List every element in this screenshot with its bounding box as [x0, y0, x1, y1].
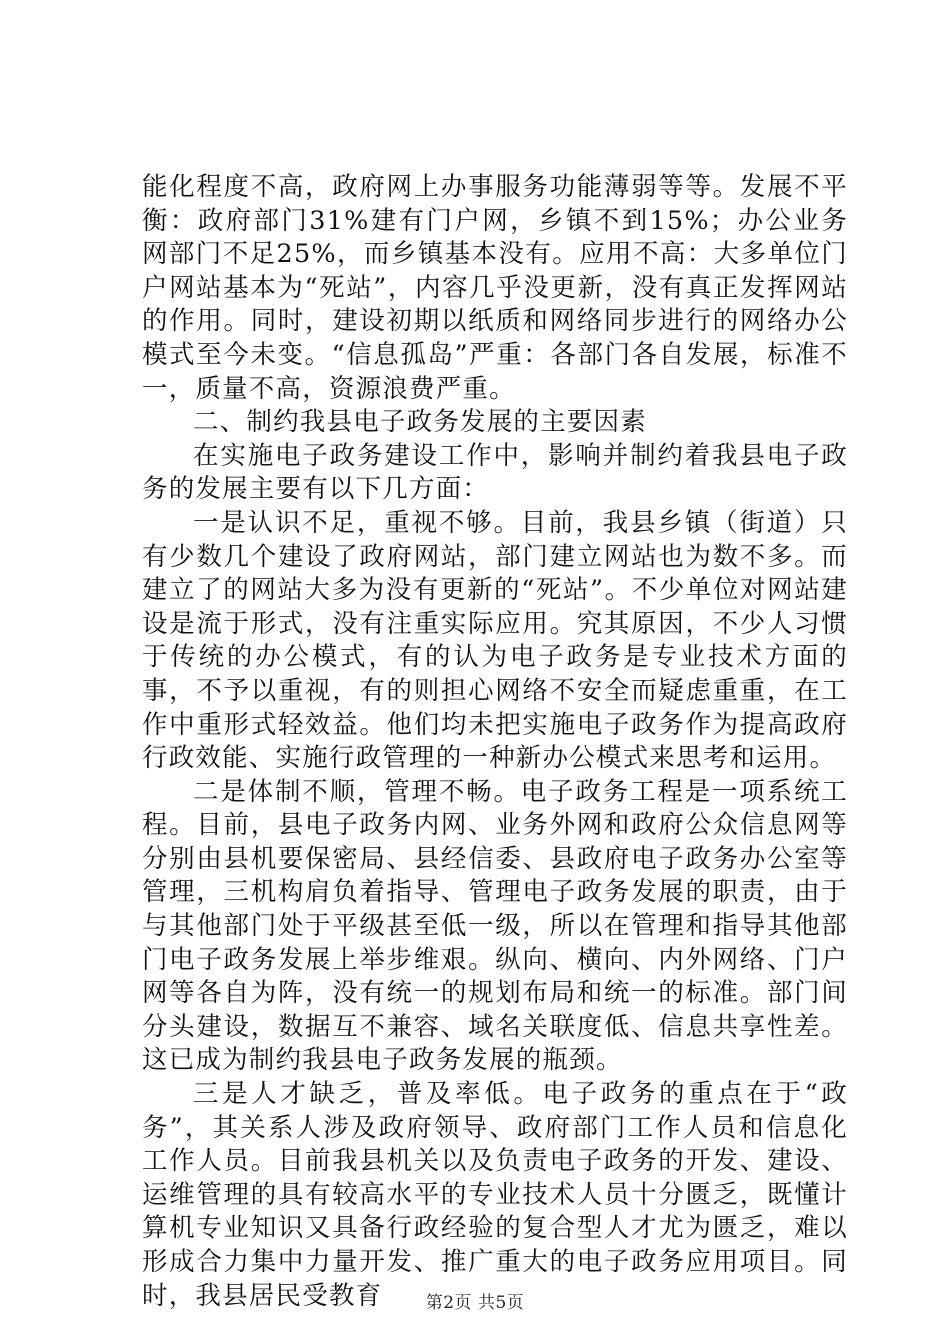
paragraph-continuation: 能化程度不高，政府网上办事服务功能薄弱等等。发展不平衡：政府部门31%建有门户网，乡镇不到15%；办公业务网部门不足25%，而乡镇基本没有。应用不高：大多单位门户网站基本为“死站”，内容几乎没更新，没有真正发挥网站的作用。同时，建设初期以纸质和网络同步进行的网络办公模式至今未变。“信息孤岛”严重：各部门各自发展，标准不一，质量不高，资源浪费严重。	[142, 172, 848, 404]
paragraph-point-two: 二是体制不顺，管理不畅。电子政务工程是一项系统工程。目前，县电子政务内网、业务外网和政府公众信息网等分别由县机要保密局、县经信委、县政府电子政务办公室等管理，三机构肩负着指导、管理电子政务发展的职责，由于与其他部门处于平级甚至低一级，所以在管理和指导其他部门电子政务发展上举步维艰。纵向、横向、内外网络、门户网等各自为阵，没有统一的规划布局和统一的标准。部门间分头建设，数据互不兼容、域名关联度低、信息共享性差。这已成为制约我县电子政务发展的瓶颈。	[142, 776, 848, 1076]
document-body	[142, 171, 848, 1313]
paragraph-point-one: 一是认识不足，重视不够。目前，我县乡镇（街道）只有少数几个建设了政府网站，部门建立网站也为数不多。而建立了的网站大多为没有更新的“死站”。不少单位对网站建设是流于形式，没有注重实际应用。究其原因，不少人习惯于传统的办公模式，有的认为电子政务是专业技术方面的事，不予以重视，有的则担心网络不安全而疑虑重重，在工作中重形式轻效益。他们均未把实施电子政务作为提高政府行政效能、实施行政管理的一种新办公模式来思考和运用。	[142, 507, 848, 774]
section-heading: 二、制约我县电子政务发展的主要因素	[193, 407, 647, 438]
paragraph-intro: 在实施电子政务建设工作中，影响并制约着我县电子政务的发展主要有以下几方面：	[142, 440, 848, 505]
page-number-footer: 第2页 共5页	[425, 1293, 525, 1313]
paragraph-point-three: 三是人才缺乏，普及率低。电子政务的重点在于“政务”，其关系人涉及政府领导、政府部门工作人员和信息化工作人员。目前我县机关以及负责电子政务的开发、建设、运维管理的具有较高水平的专业技术人员十分匮乏，既懂计算机专业知识又具备行政经验的复合型人才尤为匮乏，难以形成合力集中力量开发、推广重大的电子政务应用项目。同时，我县居民受教育	[142, 1079, 848, 1311]
